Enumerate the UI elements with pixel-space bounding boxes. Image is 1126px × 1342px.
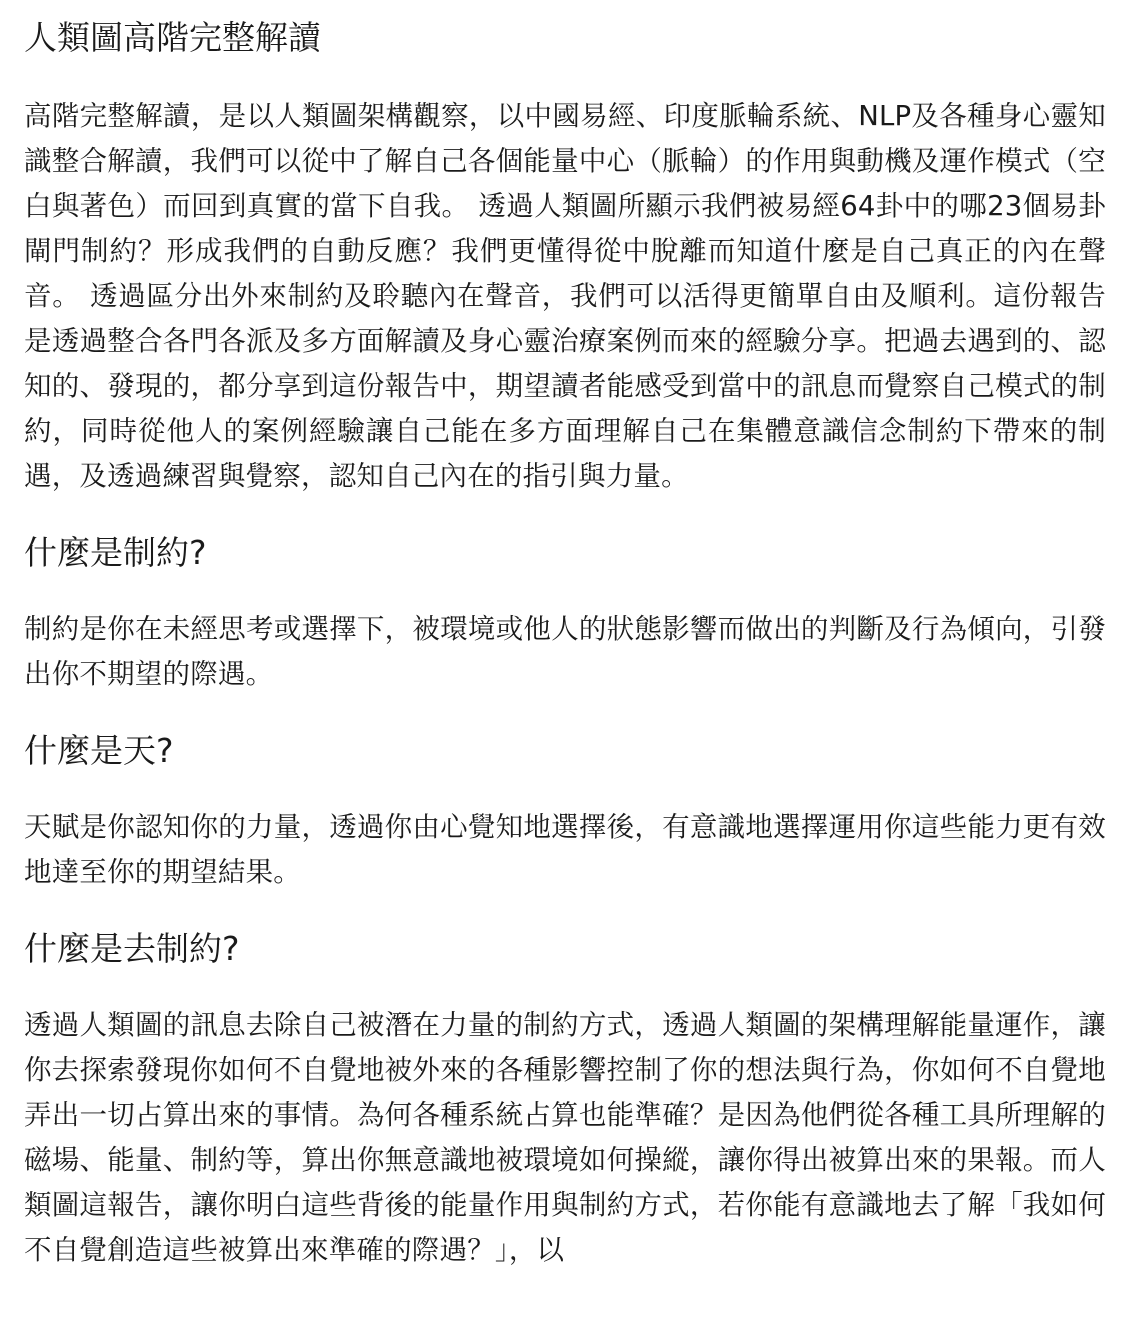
section-body-conditioning: 制約是你在未經思考或選擇下，被環境或他人的狀態影響而做出的判斷及行為傾向，引發出你不期望的際遇。 [24,613,1106,690]
intro-paragraph: 高階完整解讀，是以人類圖架構觀察，以中國易經、印度脈輪系統、NLP及各種身心靈知識整合解讀，我們可以從中了解自己各個能量中心（脈輪）的作用與動機及運作模式（空白與著色）而回到真實的當下自我。 透過人類圖所顯示我們被易經64卦中的哪23個易卦閘門制約？形成我們的自動反應？我們更懂得從中脫離而知道什麼是自己真正的內在聲音。 透過區分出外來制約及聆聽內在聲音，我們可以活得更簡單自由及順利。這份報告是透過整合各門各派及多方面解讀及身心靈治療案例而來的經驗分享。把過去遇到的、認知的、發現的，都分享到這份報告中，期望讀者能感受到當中的訊息而覺察自己模式的制約，同時從他人的案例經驗讓自己能在多方面理解自己在集體意識信念制約下帶來的制遇，及透過練習與覺察，認知自己內在的指引與力量。 [24,100,1106,492]
section-body-deconditioning: 透過人類圖的訊息去除自己被潛在力量的制約方式，透過人類圖的架構理解能量運作，讓你去探索發現你如何不自覺地被外來的各種影響控制了你的想法與行為，你如何不自覺地弄出一切占算出來的事情。為何各種系統占算也能準確？是因為他們從各種工具所理解的磁場、能量、制約等，算出你無意識地被環境如何操縱，讓你得出被算出來的果報。而人類圖這報告，讓你明白這些背後的能量作用與制約方式，若你能有意識地去了解「我如何不自覺創造這些被算出來準確的際遇？」，以 [24,1009,1106,1266]
article [24,12,1106,1273]
section-heading-conditioning: 什麼是制約? [24,533,207,572]
page-title: 人類圖高階完整解讀 [24,18,321,57]
section-heading-deconditioning: 什麼是去制約? [24,929,240,968]
section-heading-talent: 什麼是天? [24,731,174,770]
section-body-talent: 天賦是你認知你的力量，透過你由心覺知地選擇後，有意識地選擇運用你這些能力更有效地達至你的期望結果。 [24,811,1106,888]
